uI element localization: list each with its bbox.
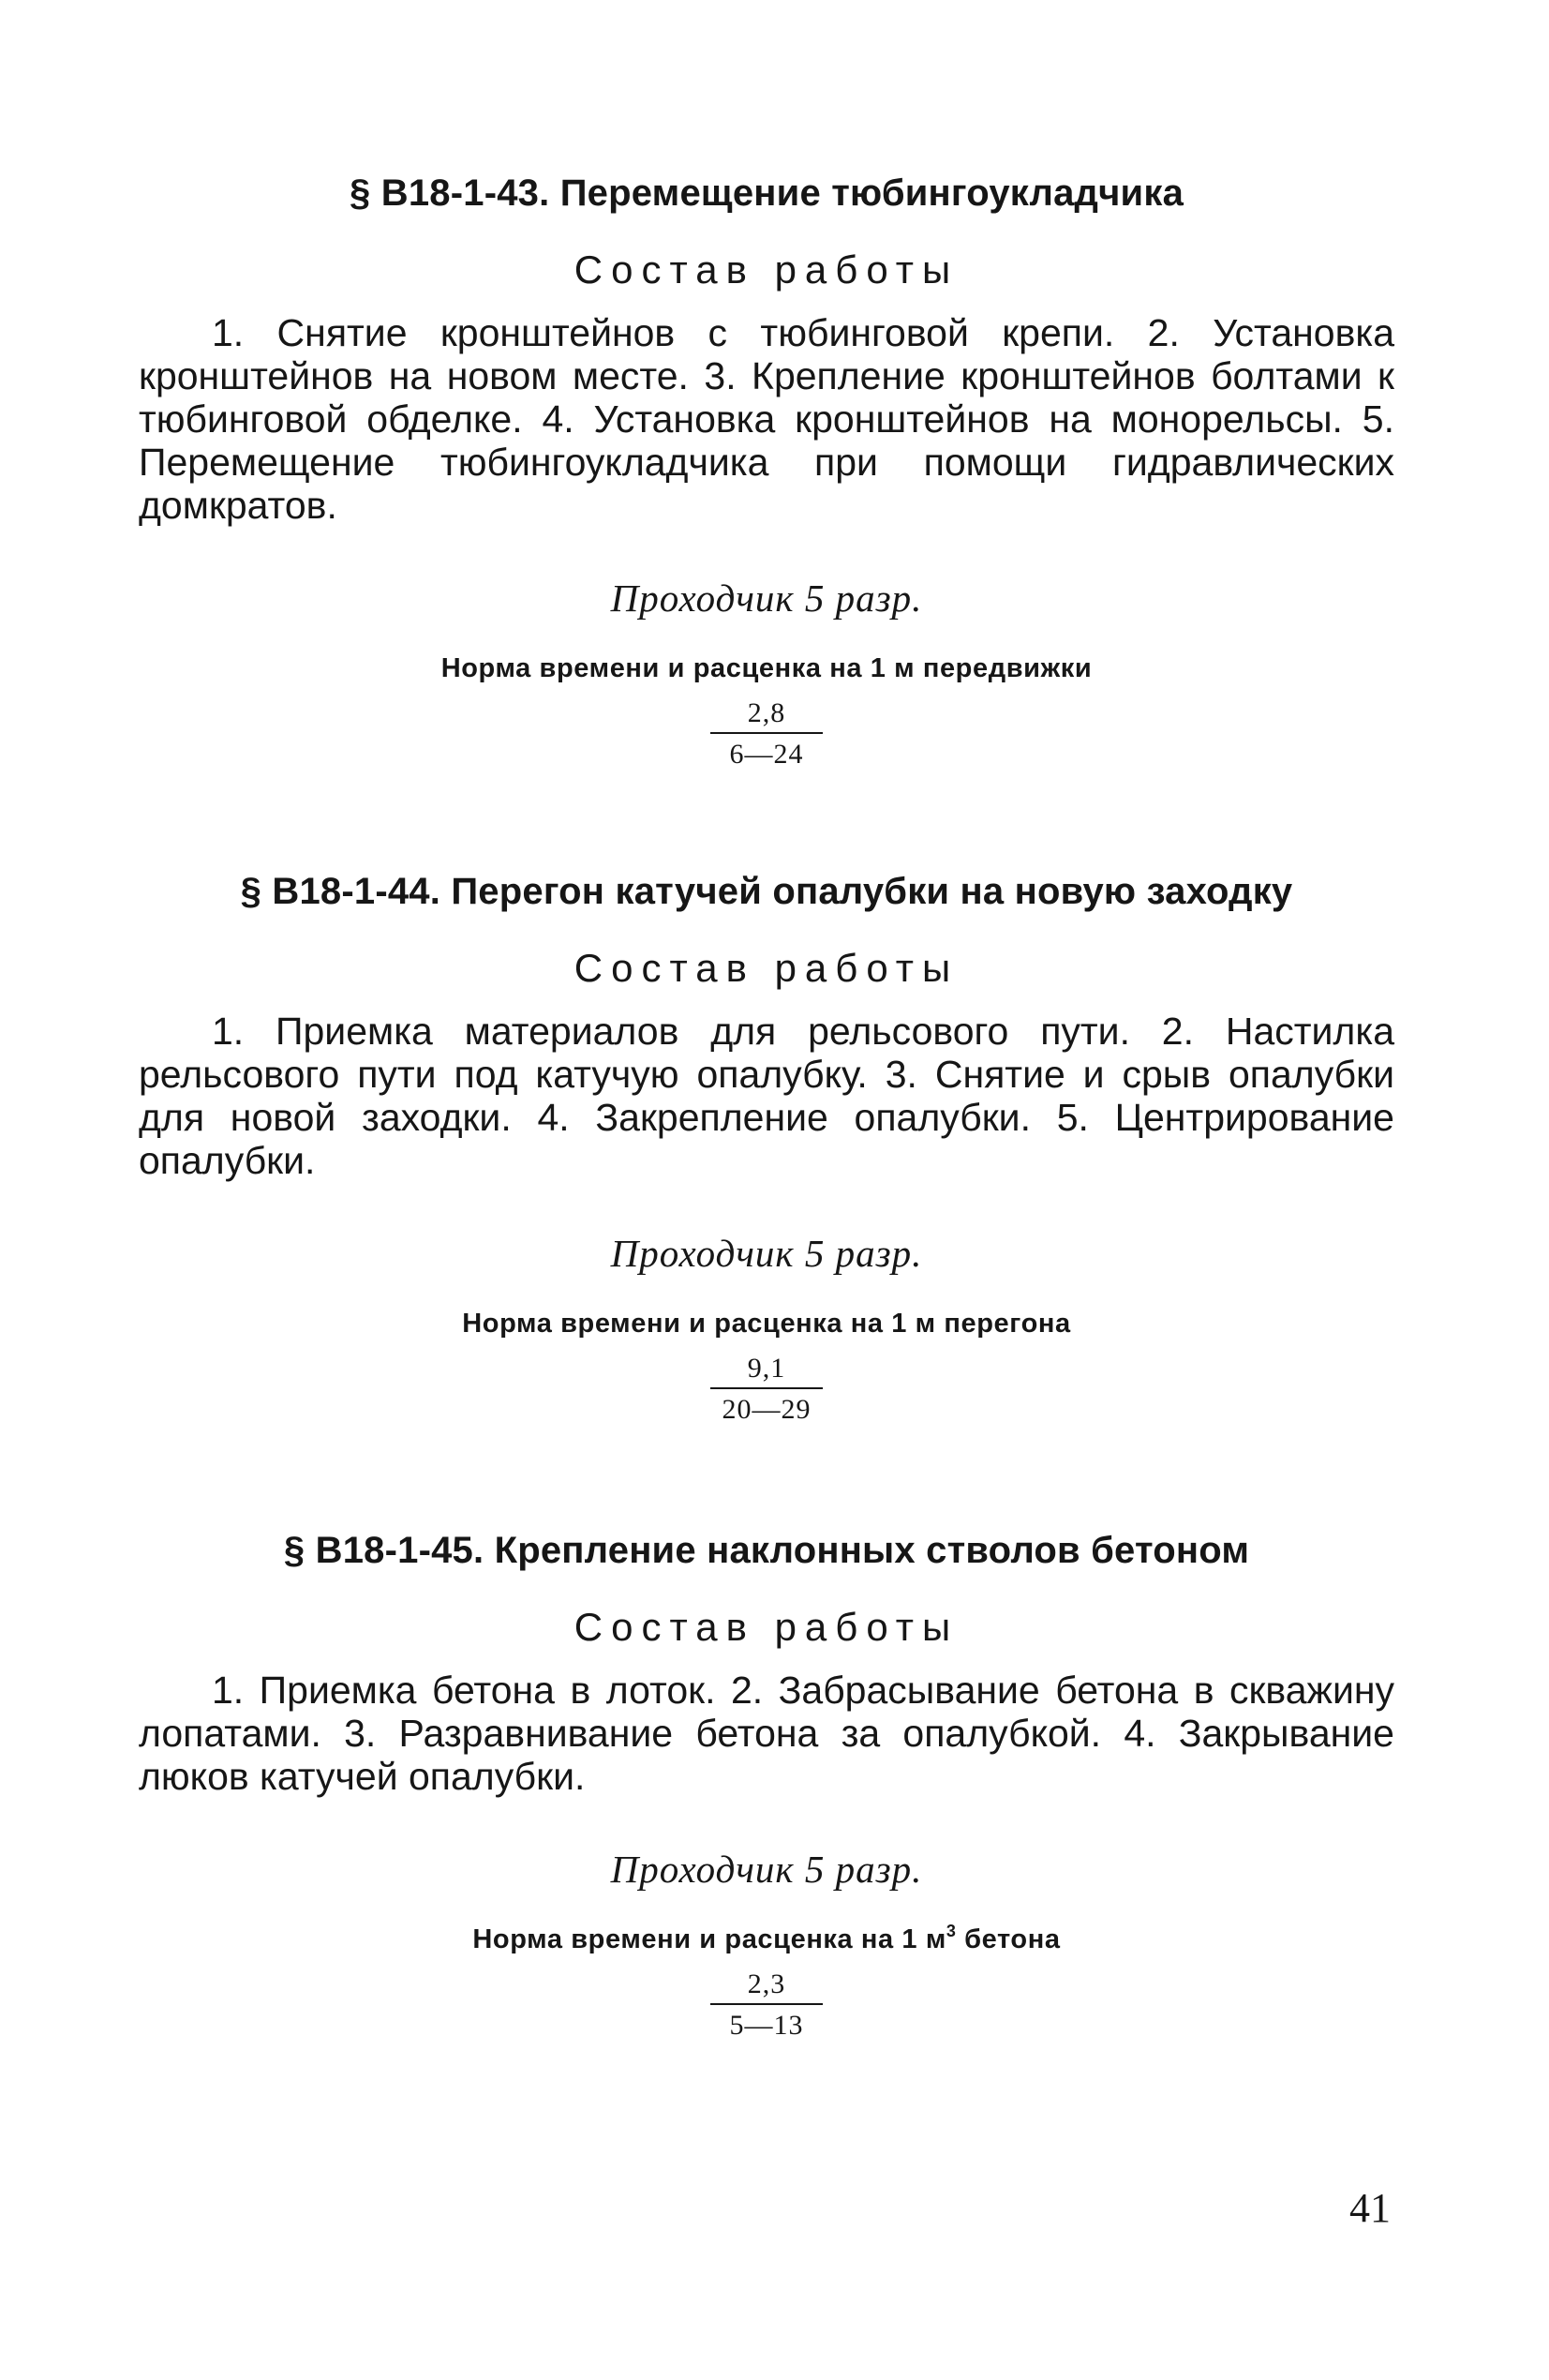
composition-text: 1. Приемка материалов для рельсового пути. 2. Настилка рельсового пути под катучую опалубку. 3. Снятие и срыв опалубки для новой заходки. 4. Закрепление опалубки. 5. Центрирование опалубки.	[139, 1010, 1394, 1182]
worker-grade: Проходчик 5 разр.	[610, 1848, 923, 1891]
worker-grade: Проходчик 5 разр.	[610, 1232, 923, 1275]
section-title: § В18-1-43. Перемещение тюбингоукладчика	[349, 172, 1184, 214]
composition-heading: Состав работы	[573, 247, 960, 292]
section-b18-1-43	[139, 169, 1394, 771]
section-b18-1-45	[139, 1526, 1394, 2043]
norm-label-suffix: бетона	[956, 1924, 1061, 1954]
norm-fraction	[710, 696, 823, 771]
norm-label-text: Норма времени и расценка на 1 м перегона	[462, 1309, 1071, 1339]
norm-label	[139, 1912, 1394, 1958]
norm-rate-value: 5—13	[729, 2010, 804, 2041]
norm-rate-value: 20—29	[722, 1394, 812, 1425]
norm-fraction	[710, 1968, 823, 2043]
norm-label-text: Норма времени и расценка на 1 м	[472, 1924, 946, 1954]
norm-time-value: 2,3	[710, 1968, 823, 2005]
norm-fraction	[710, 1352, 823, 1427]
composition-heading: Состав работы	[573, 946, 960, 990]
section-title: § В18-1-45. Крепление наклонных стволов бетоном	[283, 1530, 1250, 1571]
norm-rate-value: 6—24	[729, 739, 804, 770]
section-b18-1-44	[139, 867, 1394, 1427]
norm-label-text: Норма времени и расценка на 1 м передвижки	[440, 653, 1093, 683]
composition-text: 1. Приемка бетона в лоток. 2. Забрасывание бетона в скважину лопатами. 3. Разравнивание бетона за опалубкой. 4. Закрывание люков катучей опалубки.	[139, 1669, 1394, 1798]
norm-label	[139, 1296, 1394, 1342]
norm-label	[139, 641, 1394, 687]
norm-label-superscript: 3	[946, 1922, 957, 1940]
composition-heading: Состав работы	[573, 1605, 960, 1649]
norm-time-value: 2,8	[710, 696, 823, 734]
norm-time-value: 9,1	[710, 1352, 823, 1389]
worker-grade: Проходчик 5 разр.	[610, 576, 923, 620]
page-number: 41	[1349, 2185, 1391, 2231]
section-title: § В18-1-44. Перегон катучей опалубки на новую заходку	[240, 871, 1293, 912]
composition-text: 1. Снятие кронштейнов с тюбинговой крепи. 2. Установка кронштейнов на новом месте. 3. Крепление кронштейнов болтами к тюбинговой обделке. 4. Установка кронштейнов на монорельсы. 5. Перемещение тюбингоукладчика при помощи гидравлических домкратов.	[139, 311, 1394, 527]
